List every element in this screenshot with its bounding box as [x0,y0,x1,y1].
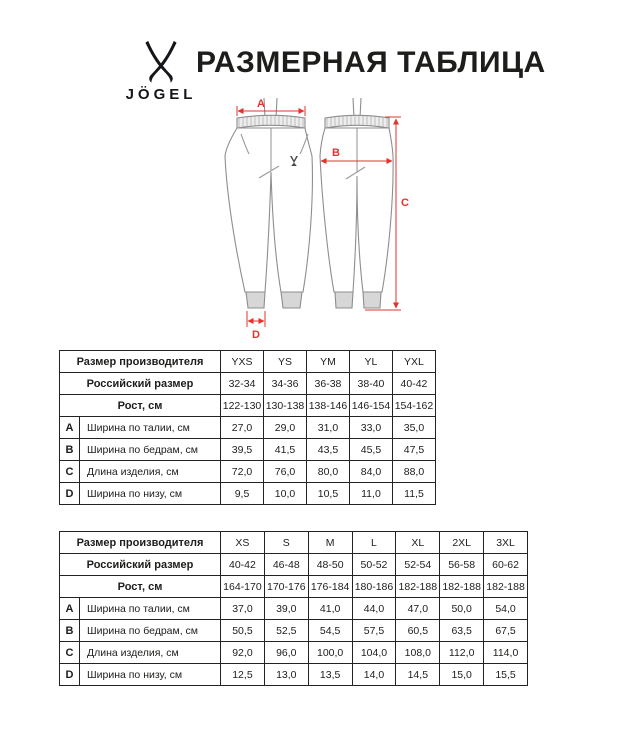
size-value: 38-40 [349,373,392,395]
dim-label-d: D [252,329,260,341]
measure-value: 15,0 [440,664,484,686]
size-value: 122-130 [221,395,264,417]
header-row [60,532,528,554]
size-value: 52-54 [396,554,440,576]
measure-value: 80,0 [306,461,349,483]
size-value: 2XL [440,532,484,554]
measure-value: 92,0 [221,642,265,664]
measure-value: 114,0 [484,642,528,664]
dimension-letter: C [60,642,80,664]
header-row [60,554,528,576]
cuff [246,292,265,308]
measure-value: 104,0 [352,642,396,664]
size-value: 170-176 [264,576,308,598]
measure-value: 37,0 [221,598,265,620]
header-row [60,351,436,373]
measure-value: 10,0 [264,483,307,505]
measure-value: 108,0 [396,642,440,664]
dim-label-c: C [401,197,409,209]
dimension-letter: A [60,598,80,620]
measure-value: 13,0 [264,664,308,686]
dimension-letter: B [60,439,80,461]
measure-value: 67,5 [484,620,528,642]
measure-value: 39,0 [264,598,308,620]
pants-front-view [225,98,312,308]
measure-label: Ширина по бедрам, см [80,439,221,461]
measure-value: 84,0 [349,461,392,483]
size-value: YXS [221,351,264,373]
size-value: 146-154 [349,395,392,417]
measure-value: 54,0 [484,598,528,620]
measure-value: 11,5 [392,483,435,505]
measure-value: 14,5 [396,664,440,686]
measure-value: 9,5 [221,483,264,505]
size-value: 164-170 [221,576,265,598]
size-value: 40-42 [221,554,265,576]
measure-value: 76,0 [264,461,307,483]
measure-value: 15,5 [484,664,528,686]
size-table-youth [59,350,436,505]
row-label: Российский размер [60,373,221,395]
measure-label: Ширина по талии, см [80,598,221,620]
dimension-letter: B [60,620,80,642]
dimension-letter: C [60,461,80,483]
measure-value: 96,0 [264,642,308,664]
size-value: 40-42 [392,373,435,395]
measure-value: 14,0 [352,664,396,686]
size-value: YM [306,351,349,373]
measure-value: 52,5 [264,620,308,642]
size-value: 36-38 [306,373,349,395]
measure-value: 41,5 [264,439,307,461]
measure-value: 39,5 [221,439,264,461]
size-value: 56-58 [440,554,484,576]
measure-label: Ширина по бедрам, см [80,620,221,642]
size-value: YL [349,351,392,373]
cuff [363,292,381,308]
measure-label: Ширина по низу, см [80,664,221,686]
size-value: 50-52 [352,554,396,576]
measure-value: 45,5 [349,439,392,461]
size-value: 138-146 [306,395,349,417]
measure-value: 72,0 [221,461,264,483]
row-label: Рост, см [60,395,221,417]
measure-value: 57,5 [352,620,396,642]
header-row [60,576,528,598]
measure-value: 47,0 [396,598,440,620]
dim-label-a: A [257,98,265,110]
measure-row [60,483,436,505]
measure-value: 27,0 [221,417,264,439]
size-value: L [352,532,396,554]
dimension-letter: D [60,483,80,505]
size-value: 46-48 [264,554,308,576]
header-row [60,373,436,395]
size-value: 176-184 [308,576,352,598]
row-label: Размер производителя [60,532,221,554]
size-value: S [264,532,308,554]
size-value: XS [221,532,265,554]
measure-row [60,439,436,461]
measure-label: Длина изделия, см [80,461,221,483]
size-value: 32-34 [221,373,264,395]
measure-value: 50,0 [440,598,484,620]
measure-value: 13,5 [308,664,352,686]
measure-value: 11,0 [349,483,392,505]
size-value: 182-188 [484,576,528,598]
measure-value: 12,5 [221,664,265,686]
measure-value: 54,5 [308,620,352,642]
measure-row [60,461,436,483]
dimension-letter: A [60,417,80,439]
dimension-letter: D [60,664,80,686]
measure-row [60,664,528,686]
measure-row [60,417,436,439]
measure-value: 112,0 [440,642,484,664]
measure-value: 29,0 [264,417,307,439]
measure-value: 35,0 [392,417,435,439]
row-label: Размер производителя [60,351,221,373]
measure-label: Длина изделия, см [80,642,221,664]
size-value: YXL [392,351,435,373]
measure-row [60,620,528,642]
size-value: 154-162 [392,395,435,417]
size-value: 182-188 [440,576,484,598]
size-value: 130-138 [264,395,307,417]
measure-value: 33,0 [349,417,392,439]
measure-label: Ширина по талии, см [80,417,221,439]
cuff [281,292,302,308]
size-value: M [308,532,352,554]
measure-value: 44,0 [352,598,396,620]
size-value: 34-36 [264,373,307,395]
size-value: 180-186 [352,576,396,598]
row-label: Рост, см [60,576,221,598]
size-table-adult [59,531,528,686]
size-value: 182-188 [396,576,440,598]
size-value: 3XL [484,532,528,554]
measure-value: 100,0 [308,642,352,664]
header-row [60,395,436,417]
measure-value: 31,0 [306,417,349,439]
jogel-logo-icon [142,40,180,84]
measure-value: 50,5 [221,620,265,642]
size-value: 48-50 [308,554,352,576]
cuff [335,292,353,308]
pants-measurement-diagram [213,96,423,342]
measure-label: Ширина по низу, см [80,483,221,505]
pants-back-view [320,98,393,308]
measure-row [60,598,528,620]
measure-value: 41,0 [308,598,352,620]
size-value: XL [396,532,440,554]
measure-row [60,642,528,664]
page-title: РАЗМЕРНАЯ ТАБЛИЦА [196,46,546,79]
dim-label-b: B [332,147,340,159]
measure-value: 88,0 [392,461,435,483]
measure-value: 60,5 [396,620,440,642]
measure-value: 47,5 [392,439,435,461]
brand-logo [117,40,205,103]
measure-value: 63,5 [440,620,484,642]
brand-name: JÖGEL [125,86,197,103]
size-value: 60-62 [484,554,528,576]
measure-value: 43,5 [306,439,349,461]
size-value: YS [264,351,307,373]
row-label: Российский размер [60,554,221,576]
measure-value: 10,5 [306,483,349,505]
